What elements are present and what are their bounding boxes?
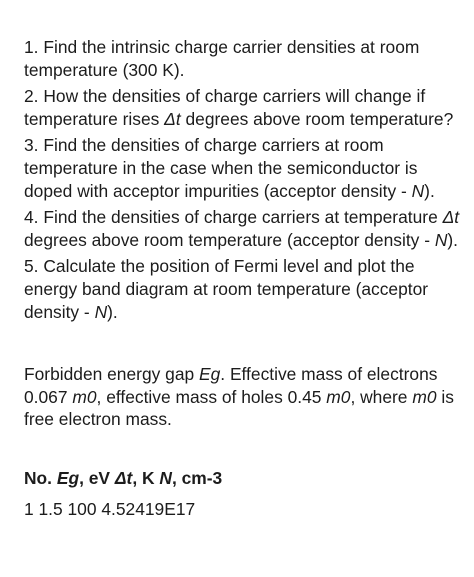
question-number: 5. [24,256,39,277]
variable-n: N [434,229,448,250]
question-text: Find the densities of charge carriers at temperature [43,207,443,228]
question-text: ). [424,180,435,201]
data-table-row: 1 1.5 100 4.52419E17 [24,498,196,519]
given-parameters [24,363,470,431]
question-5 [24,255,470,323]
question-1 [24,36,470,81]
question-text: Find the densities of charge carriers at room temperature in the case when the semiconductor is doped with acceptor impurities (acceptor density - [24,135,418,201]
given-text: , effective mass of holes 0.45 [96,386,327,407]
given-text: , where [350,386,413,407]
question-text: degrees above room temperature? [180,108,454,129]
variable-delta-t: Δt [442,207,460,228]
question-2 [24,85,470,130]
question-text: How the densities of charge carriers will change if temperature rises [24,86,426,129]
question-text: ). [107,301,118,322]
variable-n: N [411,180,425,201]
question-3 [24,134,470,202]
question-4 [24,206,470,251]
variable-eg: Eg [199,364,221,385]
variable-n: N [94,301,108,322]
header-text: , K [132,467,160,488]
question-text: Calculate the position of Fermi level and plot the energy band diagram at room temperature (acceptor density - [24,256,429,322]
question-text: ). [447,229,459,250]
problem-document [24,36,470,520]
header-text: , eV [79,467,115,488]
given-text: . Effective mass of electrons 0.067 [24,364,438,407]
header-variable: Δt [114,467,133,488]
header-variable: N [159,467,172,488]
question-number: 3. [24,135,39,156]
header-variable: Eg [56,467,80,488]
given-text: is free electron mass. [24,386,454,430]
header-text: , cm-3 [171,467,223,488]
variable-m0: m0 [326,386,351,407]
question-text: degrees above room temperature (acceptor density - [24,229,435,250]
question-number: 2. [24,86,39,107]
question-number: 1. [24,37,39,57]
variable-m0: m0 [72,386,97,407]
variable-m0: m0 [412,386,437,407]
question-text: Find the intrinsic charge carrier densities at room temperature (300 K). [24,37,420,80]
variable-delta-t: Δt [164,108,181,129]
question-number: 4. [24,207,39,228]
header-text: No. [24,467,57,488]
given-text: Forbidden energy gap [24,364,199,385]
data-table-header [24,467,470,490]
